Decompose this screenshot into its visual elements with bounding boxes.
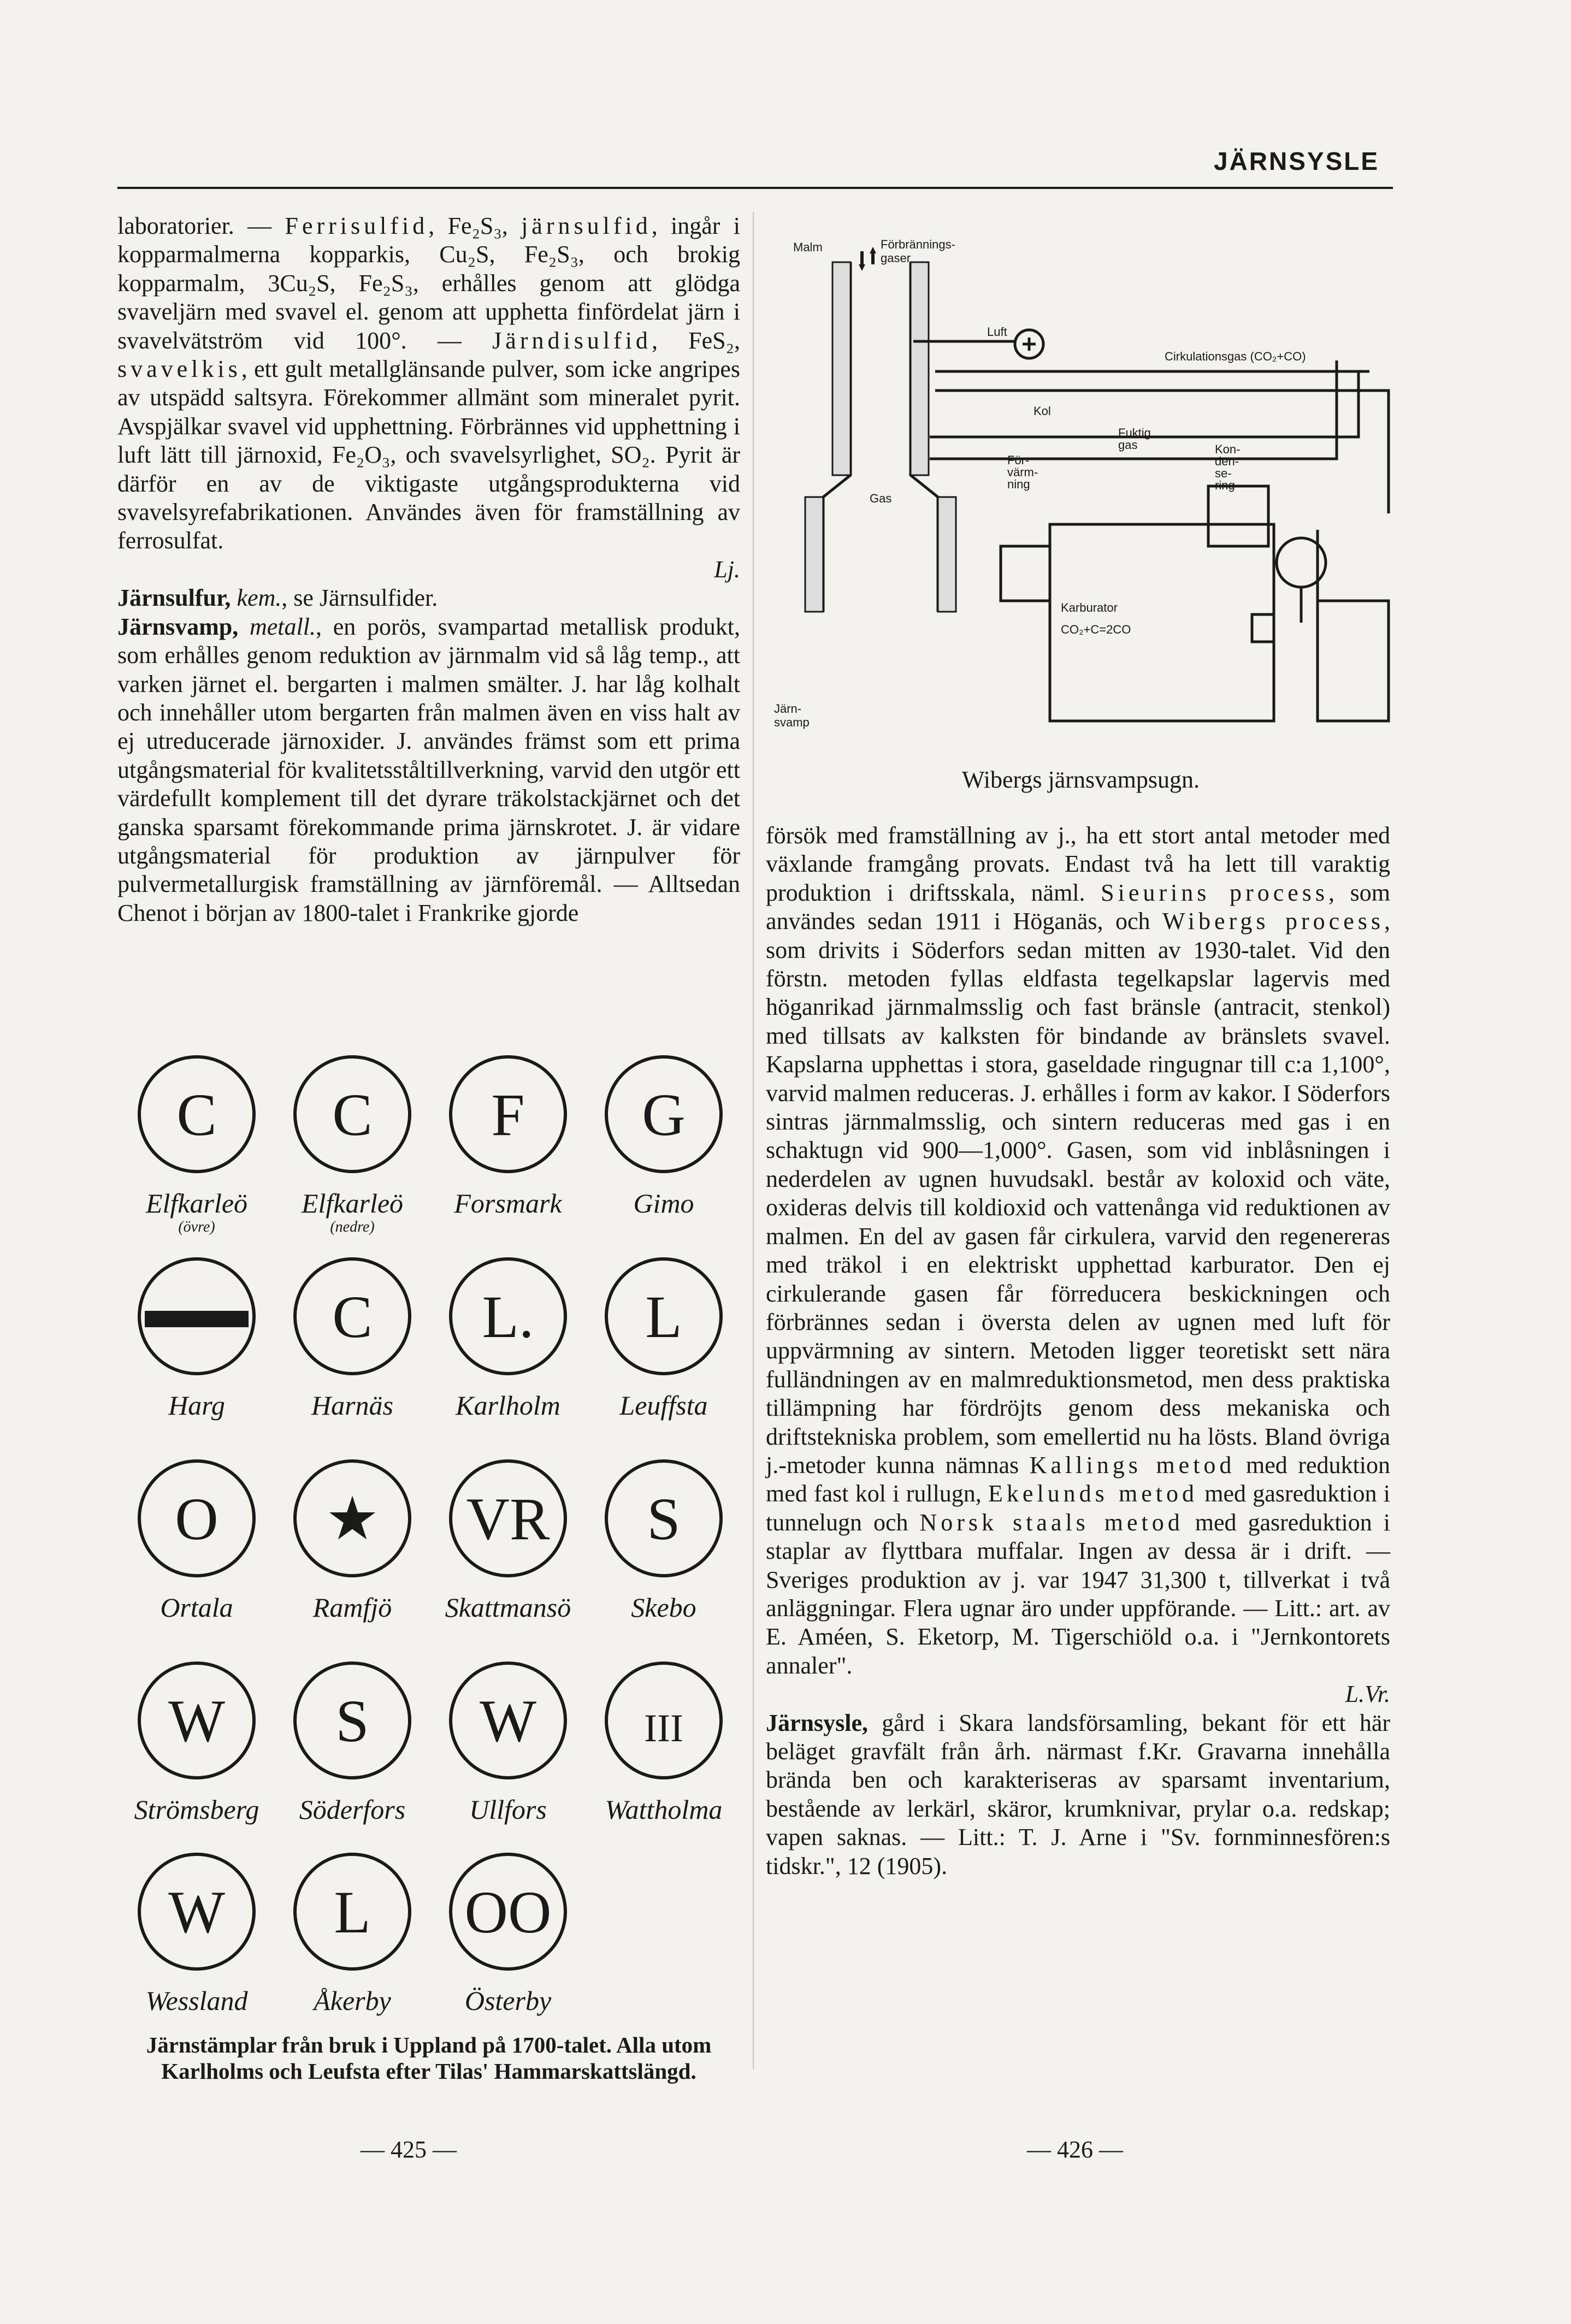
stamp-9 — [139, 1461, 254, 1623]
stamp-mark: L — [334, 1879, 371, 1945]
label-jarnsvamp: Järn- — [774, 702, 802, 715]
label-kondensering-2: den- — [1215, 454, 1239, 468]
stamp-3 — [451, 1057, 565, 1219]
running-header: JÄRNSYSLE — [1214, 147, 1380, 175]
furnace-diagram — [771, 218, 1390, 787]
text: , FeS₂, — [651, 327, 740, 354]
term-kallings-metod: Kallings metod — [1029, 1451, 1236, 1479]
stamp-2 — [295, 1057, 410, 1235]
author-signature: L.Vr. — [1345, 1681, 1390, 1708]
header-rule — [117, 187, 1393, 189]
label-fuktig: Fuktig — [1118, 426, 1151, 440]
entry-field: metall. — [250, 613, 316, 640]
label-forbranning-2: gaser — [881, 251, 911, 265]
stamp-label: Gimo — [633, 1188, 694, 1219]
stamp-mark: ★ — [325, 1486, 380, 1552]
label-fuktig-2: gas — [1118, 438, 1138, 452]
text: med gasreduktion i staplar av flyttbara muffalar. Ingen av dessa är i drift. — Sveriges produktion av j. var 1947 31,300 t, tillverkat i två anläggningar. Flera ugnar äro under uppförande. — Litt.: art. av E. Améen, S. Eketorp, M. Tigerschiöld o.a. i "Jernkontorets annaler". — [766, 1509, 1390, 1679]
stamp-label: Skebo — [631, 1592, 696, 1623]
text: med reduktion med fast kol i rullugn, — [766, 1451, 1390, 1507]
entry-text: , se Järnsulfider. — [281, 584, 438, 612]
label-kondensering: Kon- — [1215, 442, 1241, 456]
stamp-mark: C — [332, 1284, 373, 1350]
stamp-label: Forsmark — [454, 1188, 562, 1219]
stamp-15 — [451, 1663, 565, 1825]
label-gas: Gas — [870, 492, 892, 505]
term-ferrisulfid: Ferrisulfid — [285, 212, 429, 239]
stamp-mark: W — [168, 1879, 225, 1945]
label-reaktion: CO₂+C=2CO — [1061, 623, 1131, 636]
stamp-label: Wattholma — [605, 1794, 723, 1825]
text: , ingår i kopparmalmerna kopparkis, Cu₂S, Fe₂S₃, och brokig kopparmalm, 3Cu₂S, Fe₂S₃, erhålles genom att glödga svaveljärn med svavel el. genom att upphetta finfördelat järn i svavelvätström vid 100°. — — [117, 212, 741, 354]
stamp-mark: S — [647, 1486, 681, 1552]
stamp-7 — [451, 1259, 565, 1421]
stamp-mark: F — [491, 1081, 525, 1148]
label-cirkulationsgas: Cirkulationsgas (CO₂+CO) — [1165, 350, 1306, 363]
label-forbranning: Förbrännings- — [881, 238, 955, 251]
paragraph-jarnsvamp-cont — [766, 821, 1390, 1709]
stamp-14 — [295, 1663, 410, 1825]
stamp-label: Söderfors — [299, 1794, 406, 1825]
label-forvarmning-2: värm- — [1007, 465, 1038, 479]
stamp-mark: L. — [482, 1284, 534, 1350]
page-number-right: — 426 — — [1027, 2136, 1123, 2163]
entry-jarnsulfur — [117, 584, 740, 612]
term-ekelunds-metod: Ekelunds metod — [988, 1480, 1198, 1507]
entry-jarnsvamp — [117, 613, 740, 927]
stamp-label: Åkerby — [314, 1985, 391, 2016]
page-number-left: — 425 — — [361, 2136, 457, 2163]
stamp-band — [145, 1311, 249, 1327]
stamp-sublabel: (nedre) — [330, 1219, 375, 1235]
iron-stamps-figure — [117, 1038, 740, 2065]
entry-headword: Järnsysle, — [766, 1709, 868, 1736]
stamp-label: Österby — [464, 1985, 552, 2016]
stamp-mark: C — [332, 1081, 373, 1148]
text: , Fe₂S₃, — [428, 212, 522, 239]
stamp-label: Elfkarleö — [145, 1188, 248, 1219]
stamp-19 — [451, 1854, 565, 2016]
term-wibergs-process: Wibergs process — [1162, 908, 1384, 935]
stamps-caption: Järnstämplar från bruk i Uppland på 1700-talet. Alla utom Karlholms och Leufsta efter Tilas' Hammarskattslängd. — [146, 2032, 712, 2084]
stamp-mark: C — [176, 1081, 217, 1148]
text: med gasreduktion i tunnelugn och — [766, 1480, 1391, 1536]
stamp-mark: G — [642, 1081, 686, 1148]
author-signature: Lj. — [714, 555, 740, 583]
stamp-mark: VR — [466, 1486, 550, 1552]
stamp-11 — [445, 1461, 571, 1623]
stamp-18 — [295, 1854, 410, 2016]
term-sieurins-process: Sieurins process — [1101, 879, 1328, 906]
stamp-4 — [606, 1057, 721, 1219]
label-jarnsvamp-2: svamp — [774, 715, 810, 729]
text: försök med framställning av j., ha ett stort antal metoder med växlande framgång provats. Endast två ha lett till varaktig produktion i driftsskala, näml. — [766, 822, 1390, 906]
label-luft: Luft — [987, 325, 1007, 339]
stamp-label: Skattmansö — [445, 1592, 571, 1623]
stamp-1 — [139, 1057, 254, 1235]
entry-text: gård i Skara landsförsamling, bekant för ett här beläget gravfält från årh. närmast f.Kr. Gravarna innehålla brända ben och karakteriseras av sparsamt inventarium, bestående av lerkärl, skäror, krumknivar, prylar o.a. redskap; vapen saknas. — Litt.: T. J. Arne i "Sv. fornminnesfören:s tidskr.", 12 (1905). — [766, 1709, 1390, 1879]
stamp-mark: O — [175, 1486, 218, 1552]
text: , som användes sedan 1911 i Höganäs, och — [766, 879, 1390, 935]
term-svavelkis: svavelkis — [117, 356, 241, 383]
stamp-mark: W — [480, 1688, 536, 1754]
stamp-10 — [295, 1461, 410, 1623]
stamp-13 — [134, 1663, 259, 1825]
text: laboratorier. — — [117, 212, 285, 239]
text: , ett gult metallglänsande pulver, som icke angripes av utspädd saltsyra. Förekommer allmänt som mineralet pyrit. Avspjälkar svavel vid upphettning. Förbrännes vid upphettning i luft lätt till järnoxid, Fe₂O₃, och svavelsyrlighet, SO₂. Pyrit är därför en av de viktigaste utgångsprodukterna vid svavelsyrefabrikationen. Användes även för framställning av ferrosulfat. — [117, 356, 740, 554]
stamp-label: Harnäs — [311, 1390, 394, 1421]
paragraph-sulfider — [117, 212, 740, 584]
stamp-label: Strömsberg — [134, 1794, 259, 1825]
stamp-6 — [295, 1259, 410, 1421]
stamp-16 — [605, 1663, 723, 1825]
stamp-label: Elfkarleö — [301, 1188, 404, 1219]
term-jarnsulfid: järnsulfid — [521, 212, 652, 239]
furnace-caption: Wibergs järnsvampsugn. — [962, 766, 1200, 793]
stamp-label: Harg — [168, 1390, 225, 1421]
entry-field: kem. — [237, 584, 282, 612]
label-karburator: Karburator — [1061, 601, 1118, 614]
entry-text: , en porös, svampartad metallisk produkt, som erhålles genom reduktion av järnmalm vid så låg temp., att varken järnet el. bergarten i malmen smälter. J. har låg kolhalt och innehåller utom bergarten från malmen även en viss halt av ej utreducerade järnoxider. J. användes främst som ett prima utgångsmaterial för kvalitetsståltillverkning, varvid den utgör ett värdefullt komplement till det dyrare träkolstackjärnet och det ganska sparsamt förekommande prima järnskrotet. J. är vidare utgångsmaterial för produktion av järnpulver för pulvermetallurgisk framställning av järnföremål. — Alltsedan Chenot i början av 1800-talet i Frankrike gjorde — [117, 613, 740, 926]
entry-headword: Järnsvamp, — [117, 613, 239, 640]
stamp-mark: OO — [464, 1879, 552, 1945]
entry-jarnsysle — [766, 1709, 1390, 1881]
left-column — [117, 212, 740, 927]
right-column — [766, 821, 1390, 1881]
stamp-label: Ortala — [160, 1592, 233, 1623]
stamp-label: Ullfors — [469, 1794, 547, 1825]
label-forvarmning-3: ning — [1007, 477, 1030, 491]
stamp-mark: L — [645, 1284, 682, 1350]
entry-headword: Järnsulfur, — [117, 584, 231, 612]
term-jarndisulfid: Järndisulfid — [492, 327, 652, 354]
term-norsk-staals-metod: Norsk staals metod — [919, 1509, 1184, 1536]
stamp-17 — [139, 1854, 254, 2016]
stamp-label: Ramfjö — [312, 1592, 392, 1623]
label-forvarmning: För- — [1007, 453, 1030, 467]
stamp-mark: W — [168, 1688, 225, 1754]
stamp-label: Wessland — [145, 1985, 248, 2016]
stamp-sublabel: (övre) — [178, 1219, 215, 1235]
label-malm: Malm — [793, 240, 823, 254]
column-divider — [753, 212, 754, 2069]
label-kol: Kol — [1033, 404, 1051, 418]
stamp-label: Leuffsta — [619, 1390, 708, 1421]
stamp-8 — [606, 1259, 721, 1421]
text: , som drivits i Söderfors sedan mitten av 1930-talet. Vid den förstn. metoden fyllas eldfasta tegelkapslar lagervis med höganrikad järnmalmsslig och fast bränsle (antracit, stenkol) med tillsats av kalksten för bindande av bränslets svavel. Kapslarna upphettas i stora, gaseldade ringugnar till c:a 1,100°, varvid malmen reduceras. J. erhålles i form av kakor. I Söderfors sintras järnmalmsslig, och sintern reduceras med gas i en schaktugn vid 900—1,000°. Gasen, som vid inblåsningen i nederdelen av ugnen huvudsakl. består av koloxid och väte, oxideras delvis till koldioxid och vattenånga vid reduktionen av malmen. En del av gasen får cirkulera, varvid den regenereras med träkol i en elektriskt upphettad karburator. Den ej cirkulerande gasen får förreducera beskickningen och förbrännes sedan i översta delen av ugnen med luft för uppvärmning av sintern. Metoden ligger teoretiskt sett nära fulländningen av en malmreduktionsmetod, men dess praktiska tillämpning har fördröjts genom dess mekaniska och driftstekniska problem, som emellertid nu ha lösts. Bland övriga j.-metoder kunna nämnas — [766, 908, 1390, 1479]
stamp-12 — [606, 1461, 721, 1623]
label-kondensering-3: se- — [1215, 466, 1232, 480]
label-kondensering-4: ring — [1215, 478, 1235, 492]
stamp-mark: S — [335, 1688, 369, 1754]
stamp-mark: III — [644, 1706, 683, 1750]
stamp-5 — [139, 1259, 254, 1421]
stamp-label: Karlholm — [456, 1390, 560, 1421]
